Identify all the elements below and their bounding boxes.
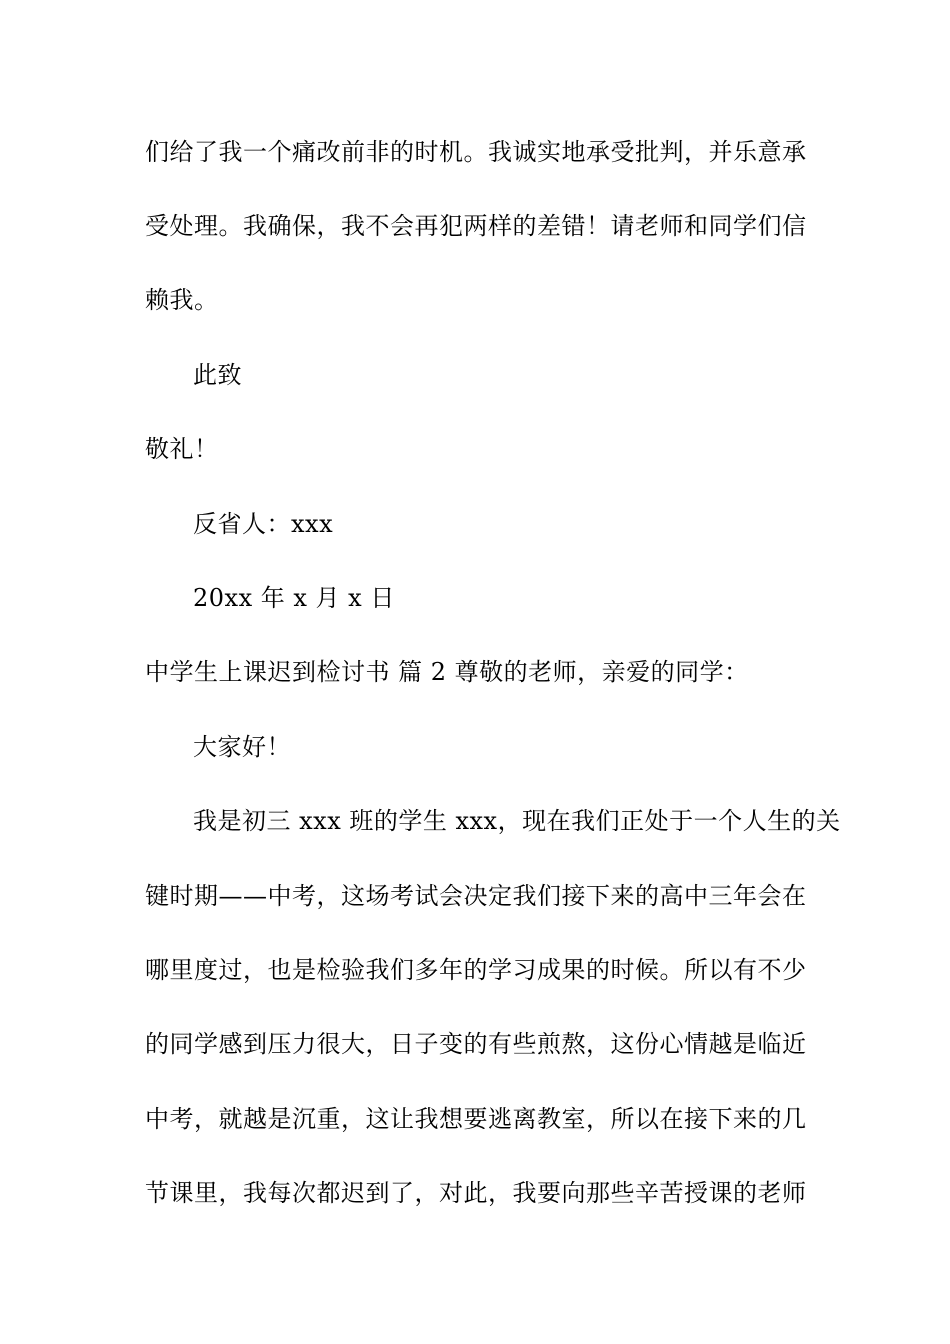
signature-date: 20xx 年 x 月 x 日 xyxy=(193,584,395,612)
section-heading: 中学生上课迟到检讨书 篇 2 尊敬的老师，亲爱的同学： xyxy=(145,658,749,686)
signature-name: 反省人：xxx xyxy=(193,510,334,538)
salutation: 敬礼！ xyxy=(145,435,219,463)
closing-phrase: 此致 xyxy=(193,361,242,389)
paragraph-line: 的同学感到压力很大，日子变的有些煎熬，这份心情越是临近 xyxy=(145,1030,807,1058)
paragraph-line: 们给了我一个痛改前非的时机。我诚实地承受批判，并乐意承 xyxy=(145,138,807,166)
paragraph-line: 受处理。我确保，我不会再犯两样的差错！请老师和同学们信 xyxy=(145,212,807,240)
paragraph-line: 键时期——中考，这场考试会决定我们接下来的高中三年会在 xyxy=(145,882,807,910)
paragraph-line: 节课里，我每次都迟到了，对此，我要向那些辛苦授课的老师 xyxy=(145,1179,807,1207)
greeting: 大家好！ xyxy=(193,733,291,761)
paragraph-line: 我是初三 xxx 班的学生 xxx，现在我们正处于一个人生的关 xyxy=(193,807,841,835)
paragraph-line: 赖我。 xyxy=(145,286,219,314)
paragraph-line: 中考，就越是沉重，这让我想要逃离教室，所以在接下来的几 xyxy=(145,1105,807,1133)
paragraph-line: 哪里度过，也是检验我们多年的学习成果的时候。所以有不少 xyxy=(145,956,807,984)
